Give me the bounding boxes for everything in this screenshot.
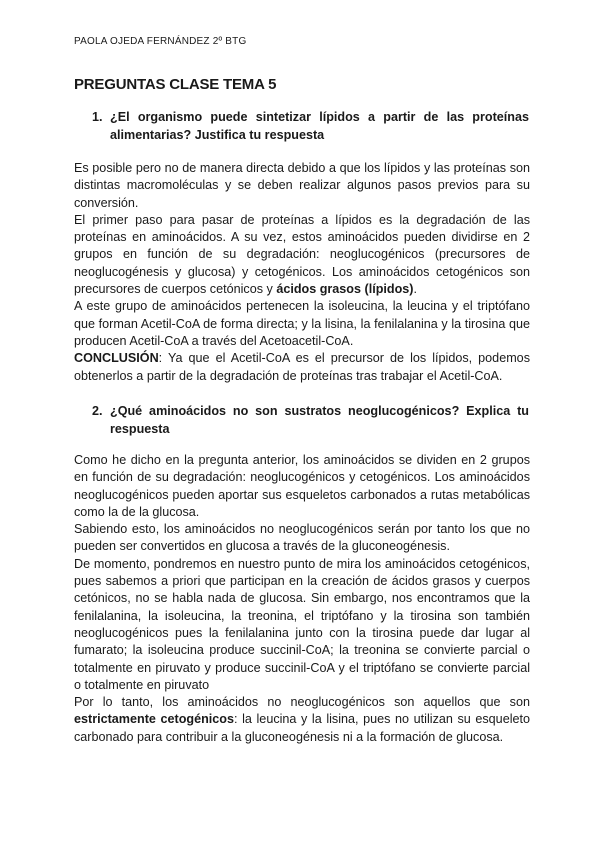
answer-1-paragraph-3: A este grupo de aminoácidos pertenecen la isoleucina, la leucina y el triptófano que forman Acetil-CoA de forma directa; y la lisina, la fenilalanina y la tirosina que producen Acetil-CoA a través del Acetoacetil-CoA. (74, 299, 530, 348)
question-2-heading (74, 402, 529, 438)
answer-2-paragraph-4-text: Por lo tanto, los aminoácidos no neoglucogénicos son aquellos que son (74, 695, 530, 710)
answer-1-emphasis: ácidos grasos (lípidos) (276, 282, 414, 297)
conclusion-text: : Ya que el Acetil-CoA es el precursor de los lípidos, podemos obtenerlos a partir de la degradación de proteínas tras trabajar el Acetil-CoA. (74, 351, 530, 383)
question-1-text: ¿El organismo puede sintetizar lípidos a partir de las proteínas alimentarias? Justifica tu respuesta (110, 110, 529, 142)
answer-1 (74, 160, 530, 385)
answer-2-paragraph-3: De momento, pondremos en nuestro punto de mira los aminoácidos cetogénicos, pues sabemos a priori que participan en la creación de ácidos grasos y cuerpos cetónicos, no se habla nada de glucosa. Sin embargo, nos encontramos que la fenilalanina, la isoleucina, la treonina, el triptófano y la tirosina son también neoglucogénicos pues la fenilalanina junto con la tirosina puede dar lugar al fumarato; la isoleucina produce succinil-CoA; la treonina se convierte parcial o totalmente en piruvato y produce succinil-CoA y el triptófano se convierte parcial o totalmente en piruvato (74, 556, 530, 692)
answer-2 (74, 452, 530, 746)
question-2-number: 2. (92, 404, 103, 418)
question-1-heading (74, 108, 529, 144)
answer-2-emphasis: estrictamente cetogénicos (74, 712, 234, 727)
question-1-number: 1. (92, 110, 103, 124)
answer-1-paragraph-2 (74, 212, 530, 298)
question-2-text: ¿Qué aminoácidos no son sustratos neoglucogénicos? Explica tu respuesta (110, 404, 529, 436)
answer-2-paragraph-4-end: : la leucina y la lisina, pues no utilizan su esqueleto carbonado para contribuir a la gluconeogénesis ni a la formación de glucosa. (74, 712, 530, 744)
answer-2-paragraph-2: Sabiendo esto, los aminoácidos no neoglucogénicos serán por tanto los que no pueden ser convertidos en glucosa a través de la gluconeogénesis. (74, 522, 530, 554)
answer-1-paragraph-1: Es posible pero no de manera directa debido a que los lípidos y las proteínas son distintas macromoléculas y se deben realizar algunos pasos previos para su conversión. (74, 161, 530, 210)
answer-1-conclusion (74, 350, 530, 385)
author-header: PAOLA OJEDA FERNÁNDEZ 2º BTG (74, 36, 247, 47)
answer-2-paragraph-4 (74, 694, 530, 746)
answer-1-paragraph-2-text: El primer paso para pasar de proteínas a lípidos es la degradación de las proteínas en aminoácidos. A su vez, estos aminoácidos pueden dividirse en 2 grupos en función de su degradación: neoglucogénicos (precursores de neoglucogénesis y glucosa) y cetogénicos. Los aminoácidos cetogénicos son precursores de cuerpos cetónicos y (74, 212, 530, 297)
answer-2-paragraph-1: Como he dicho en la pregunta anterior, los aminoácidos se dividen en 2 grupos en función de su degradación: neoglucogénicos y cetogénicos. Los aminoácidos neoglucogénicos pueden aportar sus esqueletos carbonados a rutas metabólicas como la de la glucosa. (74, 453, 530, 519)
page-title: PREGUNTAS CLASE TEMA 5 (74, 76, 277, 93)
conclusion-label: CONCLUSIÓN (74, 351, 159, 366)
answer-1-paragraph-2-end: . (413, 282, 417, 297)
